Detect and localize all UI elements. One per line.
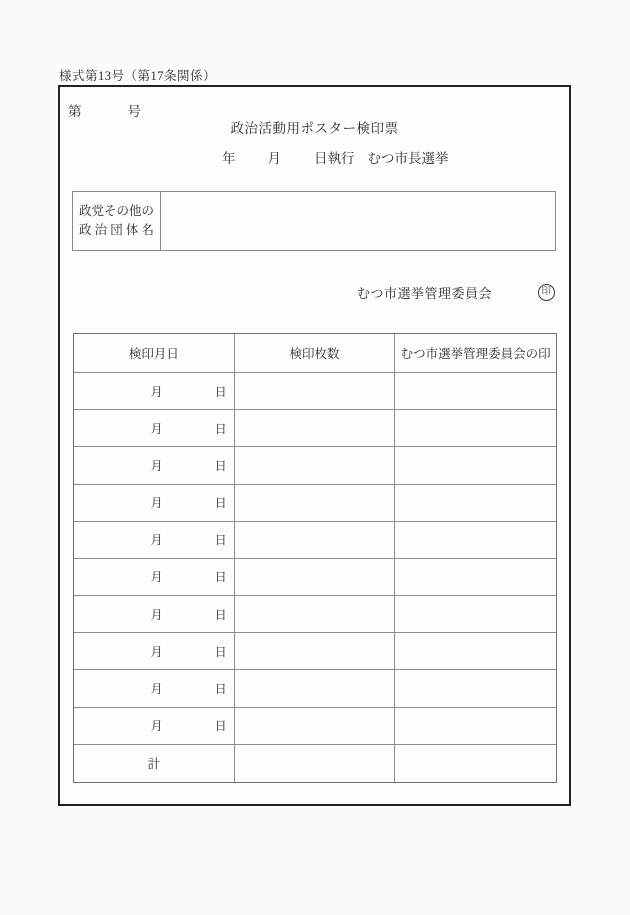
committee-seal-cell <box>395 410 556 447</box>
header-cell-committee-seal: むつ市選挙管理委員会の印 <box>395 334 556 373</box>
month-label: 月 <box>150 644 163 659</box>
committee-seal-cell <box>395 633 556 670</box>
stamp-count-cell <box>235 373 396 410</box>
day-label: 日 <box>214 644 227 659</box>
committee-seal-cell <box>395 670 556 707</box>
header-cell-stamp-count: 検印枚数 <box>235 334 396 373</box>
form-style-number: 様式第13号（第17条関係） <box>59 69 217 83</box>
day-label: 日 <box>214 719 227 734</box>
committee-seal-cell <box>395 485 556 522</box>
committee-seal-cell <box>395 373 556 410</box>
total-count-cell <box>235 745 396 782</box>
total-label-cell: 計 <box>74 745 235 782</box>
total-seal-cell <box>395 745 556 782</box>
stamp-count-cell <box>235 559 396 596</box>
month-label: 月 <box>150 458 163 473</box>
party-name-box <box>72 191 556 251</box>
stamp-count-cell <box>235 670 396 707</box>
date-cell <box>74 633 235 670</box>
month-label: 月 <box>150 719 163 734</box>
stamp-count-cell <box>235 633 396 670</box>
stamp-count-cell <box>235 522 396 559</box>
committee-seal-cell <box>395 559 556 596</box>
party-name-label-line2: 政治団体名 <box>79 223 154 237</box>
month-label: 月 <box>150 496 163 511</box>
party-name-label <box>73 192 161 250</box>
date-cell <box>74 373 235 410</box>
committee-seal-cell <box>395 447 556 484</box>
stamp-count-cell <box>235 485 396 522</box>
day-executed-label: 日執行 <box>314 151 355 166</box>
month-label: 月 <box>150 570 163 585</box>
document-frame <box>58 85 571 806</box>
day-label: 日 <box>214 384 227 399</box>
date-cell <box>74 485 235 522</box>
stamp-count-cell <box>235 410 396 447</box>
committee-seal-cell <box>395 708 556 745</box>
date-cell <box>74 522 235 559</box>
inspection-stamp-table <box>73 333 557 783</box>
document-title: 政治活動用ポスター検印票 <box>230 121 399 136</box>
day-label: 日 <box>214 458 227 473</box>
party-name-label-line1: 政党その他の <box>79 204 155 218</box>
stamp-count-cell <box>235 708 396 745</box>
date-cell <box>74 447 235 484</box>
committee-seal-cell <box>395 522 556 559</box>
election-date-line <box>222 147 449 167</box>
month-label: 月 <box>150 384 163 399</box>
month-label: 月 <box>267 151 281 166</box>
month-label: 月 <box>150 533 163 548</box>
month-label: 月 <box>150 607 163 622</box>
day-label: 日 <box>214 682 227 697</box>
header-cell-stamp-date: 検印月日 <box>74 334 235 373</box>
committee-signature-line <box>357 283 555 302</box>
party-name-value-cell <box>161 192 555 250</box>
document-number-prefix: 第 <box>68 104 82 119</box>
date-cell <box>74 670 235 707</box>
year-label: 年 <box>222 151 236 166</box>
day-label: 日 <box>214 570 227 585</box>
day-label: 日 <box>214 496 227 511</box>
month-label: 月 <box>150 682 163 697</box>
document-number-suffix: 号 <box>127 104 141 119</box>
stamp-count-cell <box>235 596 396 633</box>
day-label: 日 <box>214 533 227 548</box>
date-cell <box>74 708 235 745</box>
election-name: むつ市長選挙 <box>367 151 449 166</box>
date-cell <box>74 596 235 633</box>
stamp-count-cell <box>235 447 396 484</box>
month-label: 月 <box>150 421 163 436</box>
committee-name: むつ市選挙管理委員会 <box>356 286 492 301</box>
seal-stamp-icon: 印 <box>538 284 555 301</box>
committee-seal-cell <box>395 596 556 633</box>
day-label: 日 <box>214 421 227 436</box>
date-cell <box>74 559 235 596</box>
date-cell <box>74 410 235 447</box>
day-label: 日 <box>214 607 227 622</box>
